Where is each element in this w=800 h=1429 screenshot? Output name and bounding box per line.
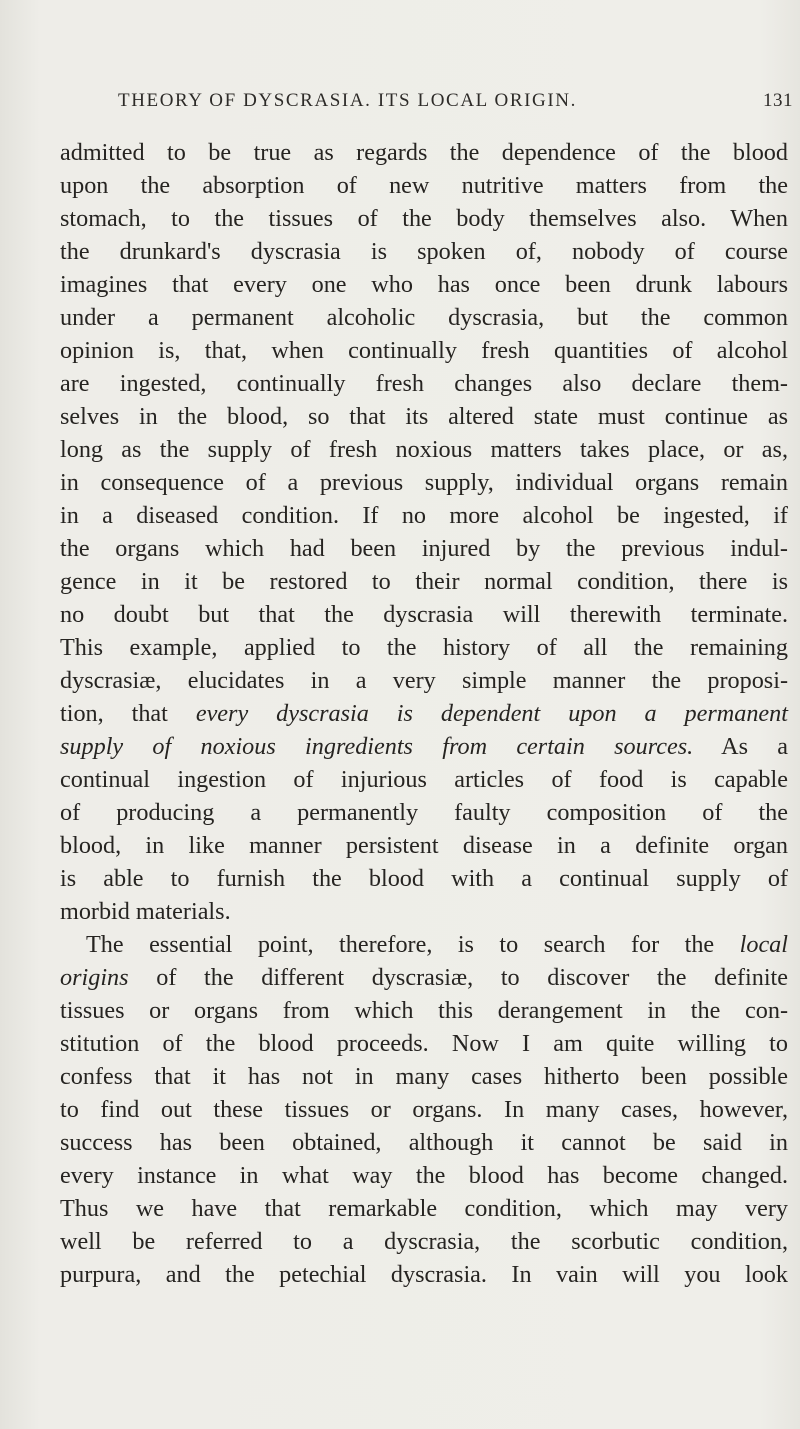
text-line: tissues or organs from which this derangement in the con-: [60, 997, 788, 1024]
text-line: dyscrasiæ, elucidates in a very simple manner the proposi-: [60, 667, 788, 694]
text-line: This example, applied to the history of all the remaining: [60, 634, 788, 661]
text-line: continual ingestion of injurious articles of food is capable: [60, 766, 788, 793]
text-run: As a: [693, 733, 789, 760]
text-line: under a permanent alcoholic dyscrasia, but the common: [60, 304, 788, 331]
emphasized-term: local: [739, 931, 788, 958]
text-line: success has been obtained, although it cannot be said in: [60, 1129, 788, 1156]
text-line: the organs which had been injured by the previous indul-: [60, 535, 788, 562]
text-line: [60, 730, 788, 763]
emphasized-term: origins: [60, 964, 129, 991]
text-line: upon the absorption of new nutritive matters from the: [60, 172, 788, 199]
text-line: stitution of the blood proceeds. Now I am quite willing to: [60, 1030, 788, 1057]
text-line: to find out these tissues or organs. In many cases, however,: [60, 1096, 788, 1123]
page-number: 131: [763, 90, 793, 111]
text-run: The essential point, therefore, is to search for the: [86, 931, 740, 958]
emphasized-proposition: supply of noxious ingredients from certain sources.: [60, 733, 694, 760]
text-line: imagines that every one who has once been drunk labours: [60, 271, 788, 298]
text-run: tion, that: [60, 700, 196, 727]
text-line: every instance in what way the blood has become changed.: [60, 1162, 788, 1189]
text-line: [60, 961, 788, 994]
text-run: of the different dyscrasiæ, to discover the definite: [128, 964, 788, 991]
text-line: purpura, and the petechial dyscrasia. In vain will you look: [60, 1261, 788, 1288]
text-line: is able to furnish the blood with a continual supply of: [60, 865, 788, 892]
paragraph-first-line: [60, 928, 788, 961]
text-line: opinion is, that, when continually fresh quantities of alcohol: [60, 337, 788, 364]
text-line: are ingested, continually fresh changes also declare them-: [60, 370, 788, 397]
text-line: of producing a permanently faulty composition of the: [60, 799, 788, 826]
text-line: [60, 697, 788, 730]
text-line: long as the supply of fresh noxious matters takes place, or as,: [60, 436, 788, 463]
emphasized-proposition: every dyscrasia is dependent upon a permanent: [195, 700, 788, 727]
text-line: selves in the blood, so that its altered state must continue as: [60, 403, 788, 430]
text-line: Thus we have that remarkable condition, which may very: [60, 1195, 788, 1222]
text-line: blood, in like manner persistent disease in a definite organ: [60, 832, 788, 859]
body-text: [60, 136, 788, 1291]
text-line: stomach, to the tissues of the body themselves also. When: [60, 205, 788, 232]
text-line: morbid materials.: [60, 898, 231, 925]
text-line: no doubt but that the dyscrasia will therewith terminate.: [60, 601, 788, 628]
running-title: THEORY OF DYSCRASIA. ITS LOCAL ORIGIN.: [118, 90, 577, 111]
text-line: admitted to be true as regards the dependence of the blood: [60, 139, 788, 166]
text-line: the drunkard's dyscrasia is spoken of, nobody of course: [60, 238, 788, 265]
text-line: well be referred to a dyscrasia, the scorbutic condition,: [60, 1228, 788, 1255]
text-line: gence in it be restored to their normal condition, there is: [60, 568, 788, 595]
text-line: in consequence of a previous supply, individual organs remain: [60, 469, 788, 496]
running-head: [118, 90, 793, 118]
text-line: in a diseased condition. If no more alcohol be ingested, if: [60, 502, 788, 529]
text-line: confess that it has not in many cases hitherto been possible: [60, 1063, 788, 1090]
